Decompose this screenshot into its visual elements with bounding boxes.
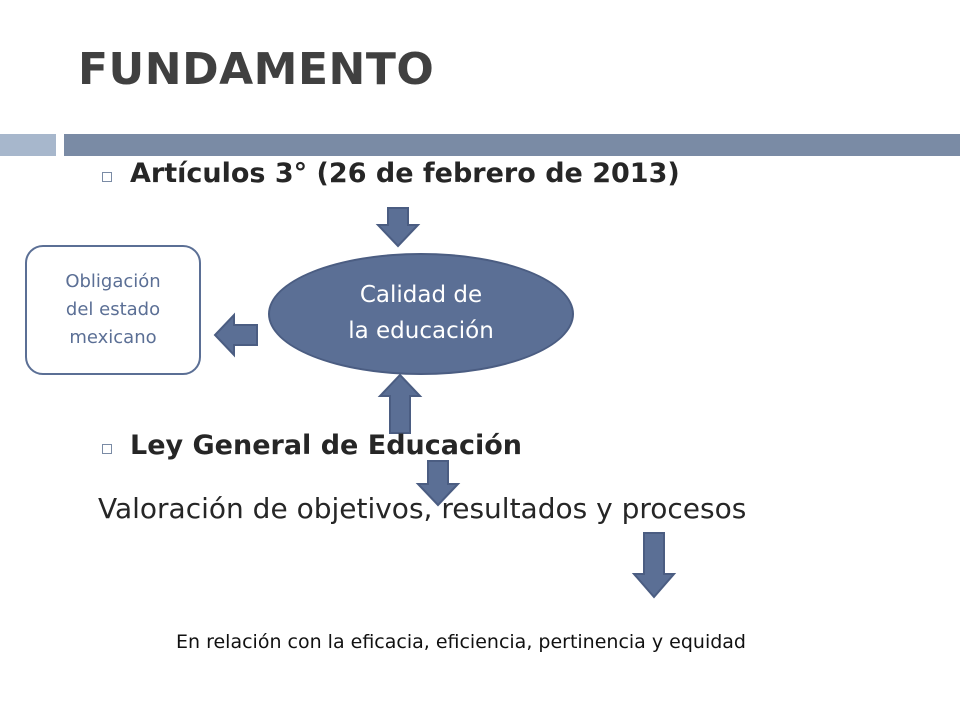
obligation-line-2: del estado xyxy=(65,299,161,321)
arrow-down-icon xyxy=(376,207,420,247)
arrow-left-icon xyxy=(214,313,258,357)
quality-line-1: Calidad de xyxy=(359,282,483,309)
relation-note: En relación con la eficacia, eficiencia, pertinencia y equidad xyxy=(176,631,746,653)
obligation-line-3: mexicano xyxy=(69,326,157,348)
bullet-ley-general: Ley General de Educación xyxy=(130,430,523,461)
slide-title: FUNDAMENTO xyxy=(78,44,435,95)
bullet-articulos: Artículos 3° (26 de febrero de 2013) xyxy=(130,158,680,189)
obligation-box xyxy=(25,245,201,375)
title-accent-bar-left xyxy=(0,134,56,156)
quality-line-2: la educación xyxy=(348,318,494,344)
bullet-square-icon xyxy=(102,172,112,182)
valoracion-line: Valoración de objetivos, resultados y procesos xyxy=(98,492,747,525)
bullet-square-icon xyxy=(102,444,112,454)
arrow-down-icon xyxy=(632,532,676,598)
title-accent-bar-right xyxy=(64,134,960,156)
quality-ellipse xyxy=(268,253,574,375)
arrow-up-icon xyxy=(378,374,422,434)
obligation-line-1: Obligación xyxy=(65,271,161,293)
